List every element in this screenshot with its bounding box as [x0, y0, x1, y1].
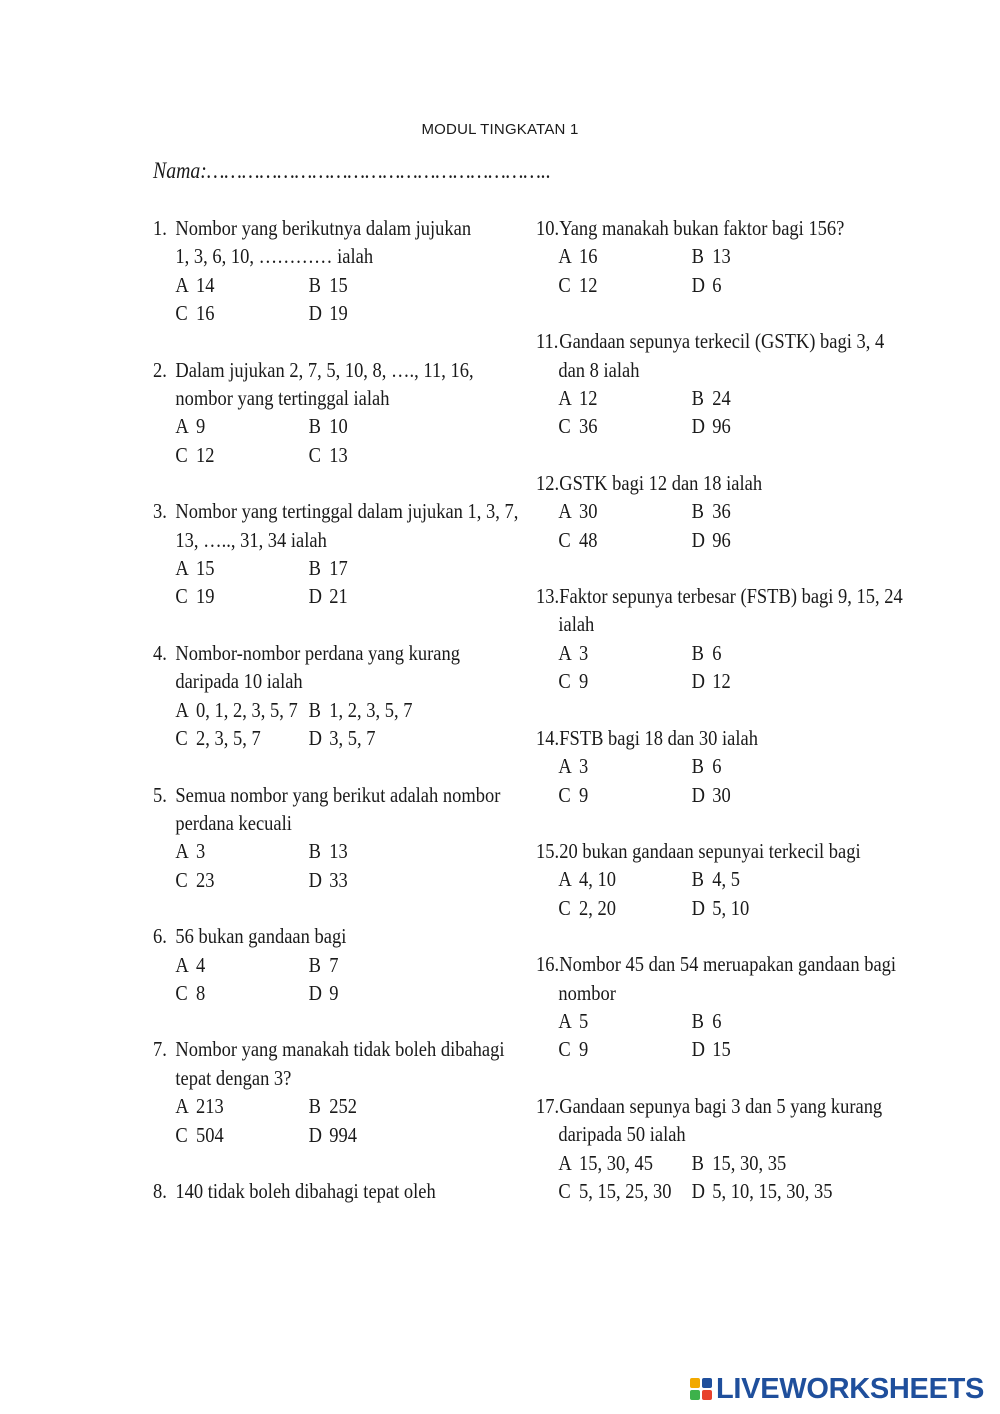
answer-option [558, 384, 691, 412]
answer-option [175, 951, 308, 979]
question-number: 1. [153, 216, 167, 240]
options-row [536, 1035, 897, 1063]
option-value: 9 [579, 1037, 589, 1062]
answer-option [175, 582, 308, 610]
option-letter: B [691, 386, 704, 411]
option-letter: B [308, 839, 321, 864]
answer-option [309, 1092, 442, 1120]
answer-option [309, 866, 442, 894]
question-text: Nombor 45 dan 54 meruapakan gandaan bagi [559, 952, 897, 977]
option-letter: D [308, 301, 323, 326]
answer-option [309, 271, 442, 299]
option-value: 36 [579, 414, 598, 439]
option-value: 6 [712, 272, 722, 297]
question-text: 56 bukan gandaan bagi [175, 924, 347, 949]
options-row [153, 866, 514, 894]
option-letter: B [691, 244, 704, 269]
option-letter: C [558, 669, 571, 694]
option-value: 213 [196, 1094, 224, 1119]
answer-option [558, 865, 691, 893]
option-letter: D [691, 414, 706, 439]
option-letter: A [175, 414, 189, 439]
option-value: 3, 5, 7 [329, 726, 376, 751]
option-letter: D [691, 527, 706, 552]
question-text: Gandaan sepunya terkecil (GSTK) bagi 3, 4 [559, 329, 885, 354]
answer-option [558, 752, 691, 780]
answer-option [558, 271, 691, 299]
question-text: FSTB bagi 18 dan 30 ialah [559, 725, 758, 750]
options-row [536, 639, 897, 667]
question-text: nombor yang tertinggal ialah [175, 386, 390, 411]
answer-option [175, 696, 308, 724]
option-value: 10 [329, 414, 348, 439]
logo-square [690, 1378, 700, 1388]
option-letter: B [308, 414, 321, 439]
option-letter: B [308, 556, 321, 581]
option-value: 30 [579, 499, 598, 524]
option-letter: D [308, 726, 323, 751]
question-text: 1, 3, 6, 10, ………… ialah [175, 244, 374, 269]
question-number: 16. [536, 952, 560, 977]
option-value: 6 [712, 754, 722, 779]
option-value: 12 [712, 669, 731, 694]
question-text: Gandaan sepunya bagi 3 dan 5 yang kurang [559, 1093, 883, 1118]
options-row [153, 412, 514, 440]
question-text: daripada 10 ialah [175, 669, 303, 694]
question-text: GSTK bagi 12 dan 18 ialah [559, 470, 763, 495]
option-value: 5 [579, 1008, 589, 1033]
option-letter: D [308, 584, 323, 609]
option-value: 24 [712, 386, 731, 411]
option-letter: D [308, 1122, 323, 1147]
answer-option [175, 979, 308, 1007]
option-letter: C [175, 867, 188, 892]
option-letter: A [175, 839, 189, 864]
option-value: 36 [712, 499, 731, 524]
answer-option [309, 1121, 442, 1149]
question-text: Yang manakah bukan faktor bagi 156? [559, 216, 845, 240]
option-value: 4, 5 [712, 867, 741, 892]
option-letter: A [175, 272, 189, 297]
question-number: 8. [153, 1178, 167, 1203]
answer-option [692, 412, 825, 440]
option-letter: A [558, 754, 572, 779]
options-row [536, 271, 897, 299]
question-text: tepat dengan 3? [175, 1065, 292, 1090]
answer-option [309, 441, 442, 469]
question-number: 17. [536, 1093, 560, 1118]
options-row [536, 412, 897, 440]
option-letter: B [308, 952, 321, 977]
option-value: 16 [579, 244, 598, 269]
option-value: 19 [329, 301, 348, 326]
question-text: Nombor-nombor perdana yang kurang [175, 640, 460, 665]
answer-option [309, 554, 442, 582]
option-letter: C [558, 1037, 571, 1062]
question-number: 3. [153, 499, 167, 524]
option-letter: C [308, 442, 321, 467]
answer-option [309, 412, 442, 440]
options-row [536, 497, 897, 525]
option-value: 9 [196, 414, 206, 439]
option-letter: C [175, 442, 188, 467]
question-text: 13, ….., 31, 34 ialah [175, 527, 327, 552]
answer-option [558, 526, 691, 554]
options-row [536, 242, 897, 270]
option-letter: C [175, 726, 188, 751]
question-text: dan 8 ialah [558, 357, 640, 382]
options-row [153, 271, 514, 299]
question-number: 13. [536, 584, 560, 609]
question-10 [536, 214, 956, 299]
options-row [536, 384, 897, 412]
option-letter: A [558, 244, 572, 269]
option-value: 3 [579, 754, 589, 779]
answer-option [309, 837, 442, 865]
option-value: 15, 30, 45 [579, 1150, 653, 1175]
logo-square [702, 1390, 712, 1400]
answer-option [558, 1035, 691, 1063]
answer-option [692, 384, 825, 412]
option-value: 12 [196, 442, 215, 467]
options-row [153, 696, 514, 724]
options-row [153, 979, 514, 1007]
answer-option [558, 894, 691, 922]
answer-option [692, 894, 825, 922]
option-value: 96 [712, 527, 731, 552]
answer-option [692, 1149, 825, 1177]
option-value: 504 [196, 1122, 224, 1147]
option-value: 9 [329, 980, 339, 1005]
option-letter: C [175, 1122, 188, 1147]
options-row [536, 526, 897, 554]
option-value: 6 [712, 640, 722, 665]
options-row [536, 865, 897, 893]
option-letter: B [691, 1008, 704, 1033]
question-number: 12. [536, 470, 560, 495]
answer-option [558, 1177, 691, 1205]
option-letter: A [175, 697, 189, 722]
option-value: 9 [579, 782, 589, 807]
answer-option [692, 781, 825, 809]
answer-option [175, 837, 308, 865]
answer-option [175, 412, 308, 440]
question-text: Nombor yang tertinggal dalam jujukan 1, 3, 7, [175, 499, 519, 524]
question-text: 20 bukan gandaan sepunyai terkecil bagi [559, 838, 861, 863]
question-text: Nombor yang berikutnya dalam jujukan [175, 216, 472, 240]
page-title: MODUL TINGKATAN 1 [421, 121, 579, 138]
question-number: 11. [536, 329, 559, 354]
question-7 [153, 1035, 573, 1149]
option-value: 6 [712, 1008, 722, 1033]
option-letter: A [558, 386, 572, 411]
option-letter: B [691, 640, 704, 665]
question-text: ialah [558, 612, 595, 637]
question-number: 15. [536, 838, 560, 863]
option-value: 13 [329, 839, 348, 864]
answer-option [692, 526, 825, 554]
question-text: Dalam jujukan 2, 7, 5, 10, 8, …., 11, 16, [175, 357, 474, 382]
answer-option [558, 1007, 691, 1035]
option-letter: D [691, 669, 706, 694]
answer-option [175, 554, 308, 582]
option-value: 1, 2, 3, 5, 7 [329, 697, 413, 722]
options-row [153, 441, 514, 469]
liveworksheets-watermark [690, 1374, 984, 1404]
answer-option [558, 497, 691, 525]
option-value: 33 [329, 867, 348, 892]
options-row [536, 1177, 897, 1205]
question-number: 7. [153, 1037, 167, 1062]
answer-option [692, 865, 825, 893]
option-letter: A [175, 1094, 189, 1119]
option-letter: D [691, 272, 706, 297]
question-4 [153, 639, 573, 753]
question-12 [536, 469, 956, 554]
answer-option [558, 781, 691, 809]
option-value: 17 [329, 556, 348, 581]
option-value: 12 [579, 386, 598, 411]
question-number: 6. [153, 924, 167, 949]
options-row [536, 667, 897, 695]
option-letter: A [558, 640, 572, 665]
question-13 [536, 582, 956, 696]
options-row [536, 894, 897, 922]
question-6 [153, 922, 573, 1007]
option-letter: A [558, 1150, 572, 1175]
option-value: 15 [196, 556, 215, 581]
option-letter: C [558, 527, 571, 552]
options-row [153, 582, 514, 610]
option-value: 4 [196, 952, 206, 977]
option-letter: B [308, 272, 321, 297]
option-value: 13 [329, 442, 348, 467]
question-17 [536, 1092, 956, 1206]
answer-option [309, 951, 442, 979]
option-value: 14 [196, 272, 215, 297]
options-row [153, 837, 514, 865]
question-16 [536, 950, 956, 1064]
option-letter: B [691, 754, 704, 779]
answer-option [691, 1177, 833, 1205]
options-row [153, 554, 514, 582]
option-letter: C [175, 301, 188, 326]
option-letter: A [175, 952, 189, 977]
option-letter: A [558, 867, 572, 892]
question-14 [536, 724, 956, 809]
answer-option [692, 1035, 825, 1063]
options-row [153, 724, 514, 752]
option-letter: D [691, 1037, 706, 1062]
option-letter: C [558, 782, 571, 807]
answer-option [692, 242, 825, 270]
logo-square [690, 1390, 700, 1400]
options-row [536, 1149, 897, 1177]
question-number: 14. [536, 725, 560, 750]
option-value: 30 [712, 782, 731, 807]
answer-option [558, 639, 691, 667]
answer-option [309, 979, 442, 1007]
question-1 [153, 214, 573, 328]
answer-option [692, 752, 825, 780]
options-row [536, 1007, 897, 1035]
option-value: 13 [712, 244, 731, 269]
options-row [536, 781, 897, 809]
answer-option [309, 299, 442, 327]
answer-option [309, 582, 442, 610]
question-text: Faktor sepunya terbesar (FSTB) bagi 9, 15, 24 [559, 584, 903, 609]
questions-column-right [536, 214, 956, 1205]
question-number: 2. [153, 357, 167, 382]
answer-option [175, 1121, 308, 1149]
answer-option [692, 1007, 825, 1035]
options-row [153, 1121, 514, 1149]
option-letter: D [308, 980, 323, 1005]
question-15 [536, 837, 956, 922]
answer-option [175, 271, 308, 299]
option-value: 5, 10, 15, 30, 35 [712, 1178, 833, 1203]
answer-option [175, 299, 308, 327]
option-letter: A [558, 1008, 572, 1033]
option-letter: C [175, 980, 188, 1005]
watermark-text: LIVEWORKSHEETS [716, 1372, 985, 1405]
option-value: 48 [579, 527, 598, 552]
question-text: Nombor yang manakah tidak boleh dibahagi [175, 1037, 505, 1062]
option-letter: B [691, 499, 704, 524]
options-row [153, 299, 514, 327]
option-value: 7 [329, 952, 339, 977]
answer-option [175, 866, 308, 894]
option-value: 15 [329, 272, 348, 297]
answer-option [558, 1149, 691, 1177]
option-value: 2, 20 [579, 895, 616, 920]
answer-option [558, 412, 691, 440]
option-value: 3 [196, 839, 206, 864]
question-3 [153, 497, 573, 611]
option-value: 15, 30, 35 [712, 1150, 787, 1175]
option-letter: D [691, 895, 706, 920]
answer-option [175, 1092, 308, 1120]
answer-option [558, 667, 691, 695]
answer-option [558, 242, 691, 270]
option-value: 5, 10 [712, 895, 750, 920]
option-letter: C [558, 895, 571, 920]
options-row [153, 1092, 514, 1120]
option-value: 5, 15, 25, 30 [579, 1178, 672, 1203]
options-row [153, 951, 514, 979]
answer-option [692, 271, 825, 299]
answer-option [692, 667, 825, 695]
option-value: 15 [712, 1037, 731, 1062]
option-letter: A [175, 556, 189, 581]
options-row [536, 752, 897, 780]
liveworksheets-logo-icon [690, 1378, 712, 1400]
option-letter: C [175, 584, 188, 609]
answer-option [175, 441, 308, 469]
question-5 [153, 781, 573, 895]
name-field-label: Nama:………………………………………………….. [153, 158, 551, 183]
option-value: 21 [329, 584, 348, 609]
option-letter: C [558, 272, 571, 297]
option-value: 3 [579, 640, 589, 665]
logo-square [702, 1378, 712, 1388]
question-11 [536, 327, 956, 441]
option-value: 19 [196, 584, 215, 609]
option-letter: D [691, 782, 706, 807]
option-letter: B [308, 1094, 321, 1119]
option-value: 9 [579, 669, 589, 694]
option-value: 8 [196, 980, 206, 1005]
question-text: perdana kecuali [175, 810, 292, 835]
option-letter: D [691, 1178, 706, 1203]
answer-option [175, 724, 308, 752]
question-number: 4. [153, 640, 167, 665]
option-value: 16 [196, 301, 215, 326]
option-letter: B [691, 1150, 704, 1175]
option-value: 12 [579, 272, 598, 297]
option-value: 0, 1, 2, 3, 5, 7 [196, 697, 298, 722]
question-number: 10. [536, 216, 560, 240]
question-text: daripada 50 ialah [558, 1122, 686, 1147]
option-value: 4, 10 [579, 867, 616, 892]
question-text: nombor [558, 980, 616, 1005]
option-value: 994 [329, 1122, 358, 1147]
answer-option [692, 639, 825, 667]
option-letter: A [558, 499, 572, 524]
question-text: 140 tidak boleh dibahagi tepat oleh [175, 1178, 436, 1203]
question-text: Semua nombor yang berikut adalah nombor [175, 782, 501, 807]
answer-option [692, 497, 825, 525]
questions-column-left [153, 214, 573, 1205]
option-letter: C [558, 414, 571, 439]
answer-option [309, 696, 442, 724]
option-letter: D [308, 867, 323, 892]
option-letter: B [691, 867, 704, 892]
option-letter: C [558, 1178, 571, 1203]
option-value: 2, 3, 5, 7 [196, 726, 261, 751]
question-number: 5. [153, 782, 167, 807]
question-2 [153, 356, 573, 470]
option-value: 96 [712, 414, 731, 439]
question-8 [153, 1177, 573, 1205]
option-value: 23 [196, 867, 215, 892]
option-letter: B [308, 697, 321, 722]
answer-option [309, 724, 442, 752]
option-value: 252 [329, 1094, 358, 1119]
